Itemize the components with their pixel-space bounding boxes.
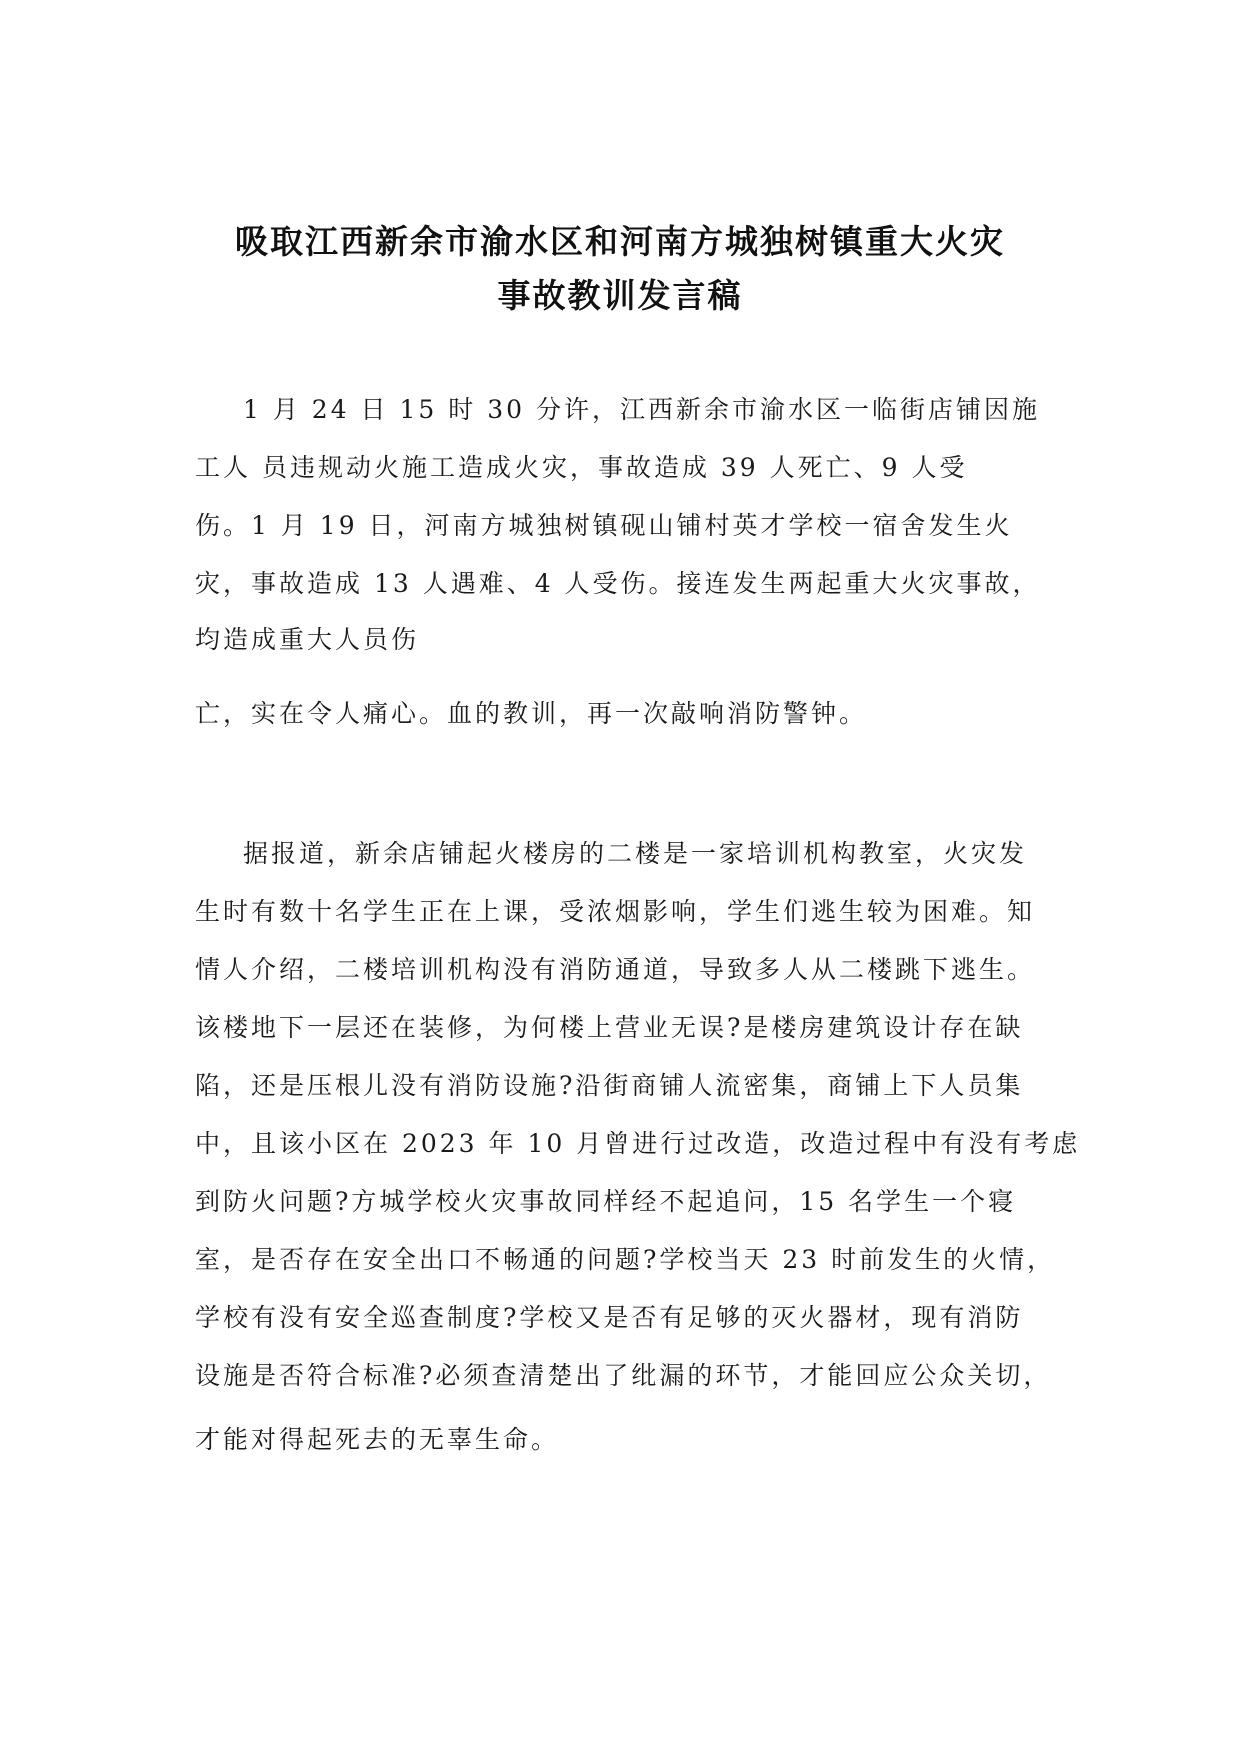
- paragraph-line: 设施是否符合标准?必须查清楚出了纰漏的环节，才能回应公众关切，: [195, 1361, 1052, 1390]
- document-title-line-1: 吸取江西新余市渝水区和河南方城独树镇重大火灾: [235, 222, 1005, 261]
- paragraph-line: 学校有没有安全巡查制度?学校又是否有足够的灭火器材，现有消防: [195, 1303, 1024, 1332]
- paragraph-line: 情人介绍，二楼培训机构没有消防通道，导致多人从二楼跳下逃生。: [195, 955, 1036, 984]
- paragraph-line: 1 月 24 日 15 时 30 分许，江西新余市渝水区一临街店铺因施: [243, 395, 1040, 424]
- paragraph-line: 生时有数十名学生正在上课，受浓烟影响，学生们逃生较为困难。知: [195, 897, 1036, 926]
- paragraph-line: 据报道，新余店铺起火楼房的二楼是一家培训机构教室，火灾发: [243, 839, 1028, 868]
- paragraph-line: 该楼地下一层还在装修，为何楼上营业无误?是楼房建筑设计存在缺: [195, 1013, 1024, 1042]
- document-title-line-2: 事故教训发言稿: [497, 276, 743, 315]
- paragraph-line: 伤。1 月 19 日，河南方城独树镇砚山铺村英才学校一宿舍发生火: [195, 511, 1013, 540]
- paragraph-line: 室，是否存在安全出口不畅通的问题?学校当天 23 时前发生的火情，: [195, 1245, 1056, 1274]
- paragraph-line: 工人 员违规动火施工造成火灾，事故造成 39 人死亡、9 人受: [195, 453, 968, 482]
- paragraph-line: 灾，事故造成 13 人遇难、4 人受伤。接连发生两起重大火灾事故，: [195, 569, 1041, 598]
- paragraph-line: 亡，实在令人痛心。血的教训，再一次敲响消防警钟。: [195, 699, 868, 728]
- paragraph-line: 中，且该小区在 2023 年 10 月曾进行过改造，改造过程中有没有考虑: [195, 1129, 1081, 1158]
- paragraph-line: 才能对得起死去的无辜生命。: [195, 1425, 560, 1454]
- paragraph-line: 均造成重大人员伤: [195, 625, 420, 654]
- paragraph-line: 陷，还是压根儿没有消防设施?沿街商铺人流密集，商铺上下人员集: [195, 1071, 1024, 1100]
- paragraph-line: 到防火问题?方城学校火灾事故同样经不起追问，15 名学生一个寝: [195, 1187, 1017, 1216]
